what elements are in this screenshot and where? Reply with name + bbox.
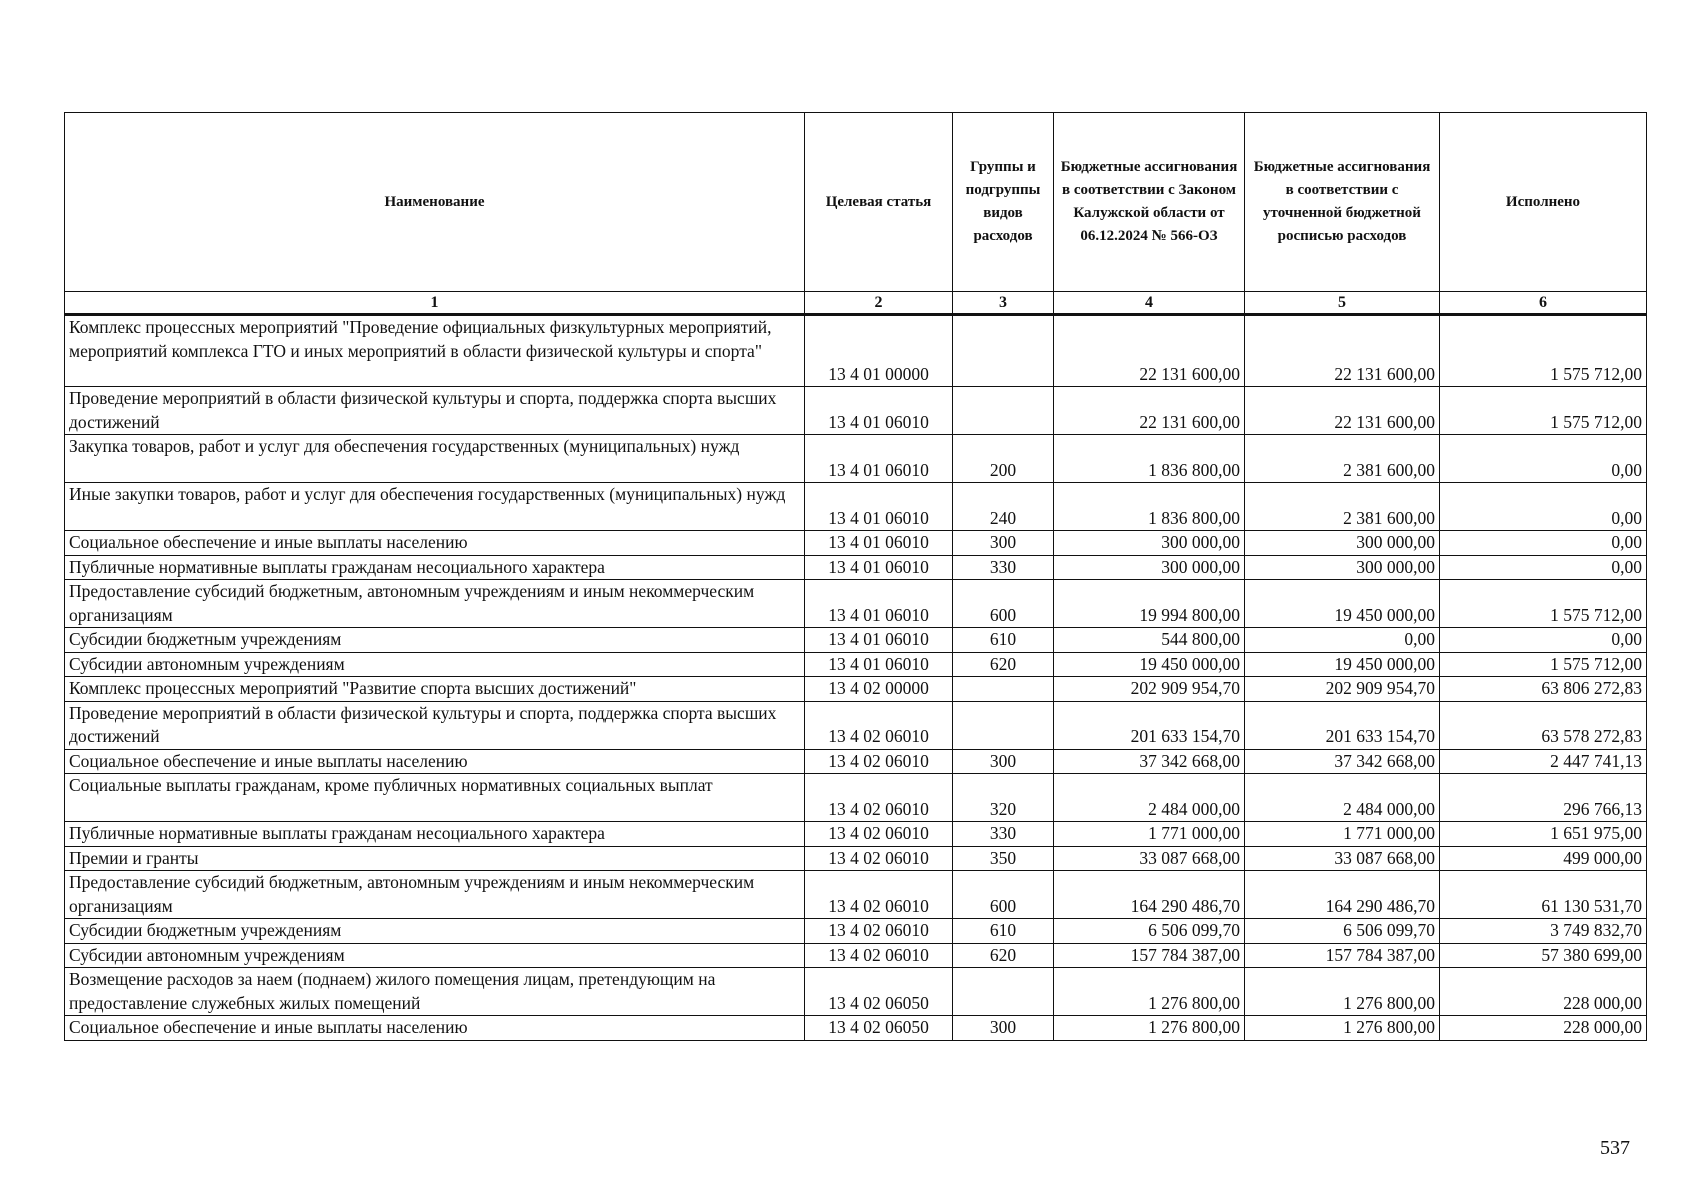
row-executed-amount: 0,00 xyxy=(1440,628,1647,653)
row-name: Возмещение расходов за наем (поднаем) жилого помещения лицам, претендующим на предоставление служебных жилых помещений xyxy=(65,968,805,1016)
row-name: Социальное обеспечение и иные выплаты населению xyxy=(65,749,805,774)
row-expense-group: 300 xyxy=(953,1016,1054,1041)
row-name: Субсидии бюджетным учреждениям xyxy=(65,919,805,944)
row-law-amount: 1 836 800,00 xyxy=(1054,435,1245,483)
row-executed-amount: 1 575 712,00 xyxy=(1440,580,1647,628)
column-number: 3 xyxy=(953,292,1054,315)
row-target-article: 13 4 02 06010 xyxy=(805,919,953,944)
row-expense-group xyxy=(953,968,1054,1016)
row-expense-group: 620 xyxy=(953,943,1054,968)
row-name: Субсидии автономным учреждениям xyxy=(65,652,805,677)
row-executed-amount: 0,00 xyxy=(1440,531,1647,556)
row-target-article: 13 4 01 06010 xyxy=(805,580,953,628)
row-expense-group: 620 xyxy=(953,652,1054,677)
row-name: Проведение мероприятий в области физической культуры и спорта, поддержка спорта высших достижений xyxy=(65,387,805,435)
row-refined-amount: 300 000,00 xyxy=(1245,555,1440,580)
row-executed-amount: 499 000,00 xyxy=(1440,846,1647,871)
row-law-amount: 33 087 668,00 xyxy=(1054,846,1245,871)
row-refined-amount: 19 450 000,00 xyxy=(1245,580,1440,628)
budget-table xyxy=(64,112,1647,1041)
table-row xyxy=(65,846,1647,871)
row-law-amount: 37 342 668,00 xyxy=(1054,749,1245,774)
row-target-article: 13 4 02 06010 xyxy=(805,871,953,919)
table-row xyxy=(65,555,1647,580)
row-executed-amount: 228 000,00 xyxy=(1440,968,1647,1016)
table-row xyxy=(65,677,1647,702)
row-name: Социальное обеспечение и иные выплаты населению xyxy=(65,531,805,556)
row-target-article: 13 4 01 06010 xyxy=(805,531,953,556)
row-refined-amount: 201 633 154,70 xyxy=(1245,701,1440,749)
row-name: Закупка товаров, работ и услуг для обеспечения государственных (муниципальных) нужд xyxy=(65,435,805,483)
row-name: Социальное обеспечение и иные выплаты населению xyxy=(65,1016,805,1041)
row-refined-amount: 6 506 099,70 xyxy=(1245,919,1440,944)
row-target-article: 13 4 01 06010 xyxy=(805,387,953,435)
table-row xyxy=(65,774,1647,822)
row-refined-amount: 2 381 600,00 xyxy=(1245,435,1440,483)
row-refined-amount: 22 131 600,00 xyxy=(1245,315,1440,387)
row-expense-group: 300 xyxy=(953,531,1054,556)
row-executed-amount: 1 575 712,00 xyxy=(1440,652,1647,677)
table-row xyxy=(65,943,1647,968)
row-executed-amount: 2 447 741,13 xyxy=(1440,749,1647,774)
column-number: 6 xyxy=(1440,292,1647,315)
row-refined-amount: 37 342 668,00 xyxy=(1245,749,1440,774)
row-law-amount: 22 131 600,00 xyxy=(1054,315,1245,387)
row-law-amount: 201 633 154,70 xyxy=(1054,701,1245,749)
row-executed-amount: 63 578 272,83 xyxy=(1440,701,1647,749)
row-executed-amount: 1 575 712,00 xyxy=(1440,387,1647,435)
row-target-article: 13 4 02 06010 xyxy=(805,701,953,749)
row-expense-group: 240 xyxy=(953,483,1054,531)
row-refined-amount: 1 276 800,00 xyxy=(1245,968,1440,1016)
row-target-article: 13 4 02 06010 xyxy=(805,943,953,968)
row-law-amount: 1 276 800,00 xyxy=(1054,968,1245,1016)
table-row xyxy=(65,580,1647,628)
row-law-amount: 544 800,00 xyxy=(1054,628,1245,653)
row-law-amount: 6 506 099,70 xyxy=(1054,919,1245,944)
header-refined-appropriations: Бюджетные ассигнования в соответствии с уточненной бюджетной росписью расходов xyxy=(1245,113,1440,292)
row-name: Комплекс процессных мероприятий "Развитие спорта высших достижений" xyxy=(65,677,805,702)
header-law-appropriations: Бюджетные ассигнования в соответствии с Законом Калужской области от 06.12.2024 № 566-ОЗ xyxy=(1054,113,1245,292)
header-target-article: Целевая статья xyxy=(805,113,953,292)
row-law-amount: 19 994 800,00 xyxy=(1054,580,1245,628)
row-name: Публичные нормативные выплаты гражданам несоциального характера xyxy=(65,822,805,847)
row-target-article: 13 4 01 06010 xyxy=(805,652,953,677)
row-expense-group: 600 xyxy=(953,580,1054,628)
row-expense-group: 610 xyxy=(953,919,1054,944)
table-row xyxy=(65,652,1647,677)
row-law-amount: 300 000,00 xyxy=(1054,531,1245,556)
row-name: Комплекс процессных мероприятий "Проведение официальных физкультурных мероприятий, мероприятий комплекса ГТО и иных мероприятий в области физической культуры и спорта" xyxy=(65,315,805,387)
row-executed-amount: 228 000,00 xyxy=(1440,1016,1647,1041)
row-expense-group: 610 xyxy=(953,628,1054,653)
row-expense-group: 600 xyxy=(953,871,1054,919)
table-row xyxy=(65,435,1647,483)
table-row xyxy=(65,628,1647,653)
row-expense-group xyxy=(953,701,1054,749)
table-row xyxy=(65,919,1647,944)
row-law-amount: 157 784 387,00 xyxy=(1054,943,1245,968)
row-executed-amount: 3 749 832,70 xyxy=(1440,919,1647,944)
row-law-amount: 2 484 000,00 xyxy=(1054,774,1245,822)
row-target-article: 13 4 02 06050 xyxy=(805,968,953,1016)
row-name: Предоставление субсидий бюджетным, автономным учреждениям и иным некоммерческим организациям xyxy=(65,871,805,919)
row-name: Проведение мероприятий в области физической культуры и спорта, поддержка спорта высших достижений xyxy=(65,701,805,749)
row-target-article: 13 4 01 00000 xyxy=(805,315,953,387)
column-number: 2 xyxy=(805,292,953,315)
row-name: Иные закупки товаров, работ и услуг для обеспечения государственных (муниципальных) нужд xyxy=(65,483,805,531)
row-law-amount: 1 836 800,00 xyxy=(1054,483,1245,531)
table-row xyxy=(65,483,1647,531)
row-refined-amount: 33 087 668,00 xyxy=(1245,846,1440,871)
header-name: Наименование xyxy=(65,113,805,292)
row-target-article: 13 4 01 06010 xyxy=(805,483,953,531)
row-target-article: 13 4 02 06010 xyxy=(805,774,953,822)
row-target-article: 13 4 02 06010 xyxy=(805,749,953,774)
row-expense-group: 320 xyxy=(953,774,1054,822)
row-executed-amount: 0,00 xyxy=(1440,435,1647,483)
row-law-amount: 164 290 486,70 xyxy=(1054,871,1245,919)
table-row xyxy=(65,822,1647,847)
row-name: Субсидии бюджетным учреждениям xyxy=(65,628,805,653)
row-refined-amount: 202 909 954,70 xyxy=(1245,677,1440,702)
row-expense-group: 350 xyxy=(953,846,1054,871)
row-target-article: 13 4 01 06010 xyxy=(805,435,953,483)
row-refined-amount: 157 784 387,00 xyxy=(1245,943,1440,968)
header-executed: Исполнено xyxy=(1440,113,1647,292)
table-row xyxy=(65,531,1647,556)
row-target-article: 13 4 02 06010 xyxy=(805,846,953,871)
row-executed-amount: 61 130 531,70 xyxy=(1440,871,1647,919)
row-name: Социальные выплаты гражданам, кроме публичных нормативных социальных выплат xyxy=(65,774,805,822)
row-target-article: 13 4 01 06010 xyxy=(805,628,953,653)
row-law-amount: 202 909 954,70 xyxy=(1054,677,1245,702)
row-expense-group xyxy=(953,677,1054,702)
row-expense-group: 330 xyxy=(953,555,1054,580)
row-executed-amount: 63 806 272,83 xyxy=(1440,677,1647,702)
row-refined-amount: 164 290 486,70 xyxy=(1245,871,1440,919)
column-number: 5 xyxy=(1245,292,1440,315)
header-expense-groups: Группы и подгруппы видов расходов xyxy=(953,113,1054,292)
row-name: Предоставление субсидий бюджетным, автономным учреждениям и иным некоммерческим организациям xyxy=(65,580,805,628)
row-executed-amount: 0,00 xyxy=(1440,555,1647,580)
row-law-amount: 300 000,00 xyxy=(1054,555,1245,580)
row-target-article: 13 4 01 06010 xyxy=(805,555,953,580)
column-number: 4 xyxy=(1054,292,1245,315)
row-executed-amount: 0,00 xyxy=(1440,483,1647,531)
row-law-amount: 1 771 000,00 xyxy=(1054,822,1245,847)
row-expense-group: 300 xyxy=(953,749,1054,774)
row-target-article: 13 4 02 06010 xyxy=(805,822,953,847)
row-name: Субсидии автономным учреждениям xyxy=(65,943,805,968)
table-row xyxy=(65,1016,1647,1041)
row-expense-group: 200 xyxy=(953,435,1054,483)
row-refined-amount: 1 276 800,00 xyxy=(1245,1016,1440,1041)
row-refined-amount: 22 131 600,00 xyxy=(1245,387,1440,435)
table-row xyxy=(65,749,1647,774)
row-name: Премии и гранты xyxy=(65,846,805,871)
table-row xyxy=(65,968,1647,1016)
row-target-article: 13 4 02 06050 xyxy=(805,1016,953,1041)
row-expense-group xyxy=(953,315,1054,387)
row-executed-amount: 1 575 712,00 xyxy=(1440,315,1647,387)
table-row xyxy=(65,871,1647,919)
row-refined-amount: 1 771 000,00 xyxy=(1245,822,1440,847)
table-row xyxy=(65,387,1647,435)
row-refined-amount: 0,00 xyxy=(1245,628,1440,653)
column-number-row xyxy=(65,292,1647,315)
row-law-amount: 19 450 000,00 xyxy=(1054,652,1245,677)
table-row xyxy=(65,315,1647,387)
row-executed-amount: 296 766,13 xyxy=(1440,774,1647,822)
row-name: Публичные нормативные выплаты гражданам несоциального характера xyxy=(65,555,805,580)
row-refined-amount: 2 381 600,00 xyxy=(1245,483,1440,531)
row-law-amount: 1 276 800,00 xyxy=(1054,1016,1245,1041)
row-executed-amount: 1 651 975,00 xyxy=(1440,822,1647,847)
row-law-amount: 22 131 600,00 xyxy=(1054,387,1245,435)
row-target-article: 13 4 02 00000 xyxy=(805,677,953,702)
row-executed-amount: 57 380 699,00 xyxy=(1440,943,1647,968)
row-refined-amount: 2 484 000,00 xyxy=(1245,774,1440,822)
row-refined-amount: 300 000,00 xyxy=(1245,531,1440,556)
table-row xyxy=(65,701,1647,749)
column-number: 1 xyxy=(65,292,805,315)
row-expense-group xyxy=(953,387,1054,435)
header-row xyxy=(65,113,1647,292)
row-refined-amount: 19 450 000,00 xyxy=(1245,652,1440,677)
row-expense-group: 330 xyxy=(953,822,1054,847)
page-number: 537 xyxy=(1600,1137,1630,1159)
table-body xyxy=(65,315,1647,1041)
